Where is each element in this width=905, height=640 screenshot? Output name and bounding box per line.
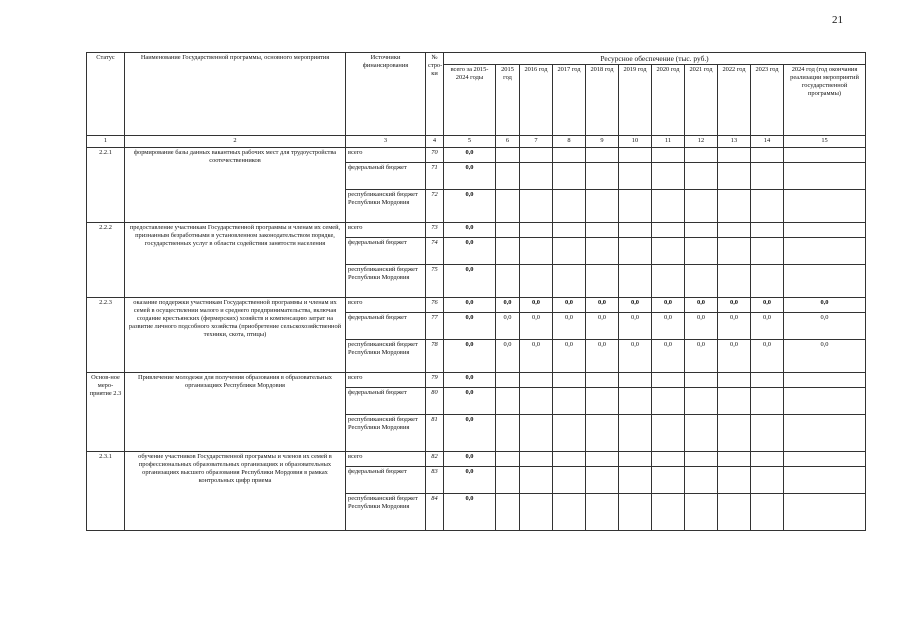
row-number: 81 [426, 415, 444, 452]
table-row [87, 452, 866, 467]
source-republic: республиканский бюджет Республики Мордовия [346, 340, 426, 373]
year-value: 0,0 [751, 313, 784, 340]
status-cell: 2.3.1 [87, 452, 125, 531]
col-number: 14 [751, 136, 784, 148]
table-row [87, 373, 866, 388]
year-value: 0,0 [619, 313, 652, 340]
row-number: 72 [426, 190, 444, 223]
col-number: 8 [553, 136, 586, 148]
total-value: 0,0 [444, 313, 496, 340]
total-value: 0,0 [444, 467, 496, 494]
row-number: 83 [426, 467, 444, 494]
source-republic: республиканский бюджет Республики Мордовия [346, 265, 426, 298]
year-value: 0,0 [784, 298, 866, 313]
col-number: 9 [586, 136, 619, 148]
total-value: 0,0 [444, 163, 496, 190]
row-number: 82 [426, 452, 444, 467]
year-value: 0,0 [718, 298, 751, 313]
header-year: 2018 год [586, 65, 619, 136]
header-year: 2022 год [718, 65, 751, 136]
header-last-year: 2024 год (год окончания реализации мероприятий государственной программы) [784, 65, 866, 136]
total-value: 0,0 [444, 415, 496, 452]
total-value: 0,0 [444, 388, 496, 415]
total-value: 0,0 [444, 190, 496, 223]
row-number: 73 [426, 223, 444, 238]
source-total: всего [346, 452, 426, 467]
year-value: 0,0 [685, 340, 718, 373]
source-republic: республиканский бюджет Республики Мордовия [346, 190, 426, 223]
total-value: 0,0 [444, 340, 496, 373]
total-value: 0,0 [444, 373, 496, 388]
total-value: 0,0 [444, 452, 496, 467]
header-year: 2020 год [652, 65, 685, 136]
col-number: 10 [619, 136, 652, 148]
year-value: 0,0 [784, 313, 866, 340]
header-source: Источники финансирования [346, 53, 426, 136]
year-value: 0,0 [751, 340, 784, 373]
source-total: всего [346, 148, 426, 163]
source-republic: республиканский бюджет Республики Мордовия [346, 494, 426, 531]
row-number: 75 [426, 265, 444, 298]
year-value: 0,0 [751, 298, 784, 313]
table-row [87, 223, 866, 238]
row-number: 74 [426, 238, 444, 265]
total-value: 0,0 [444, 148, 496, 163]
year-value: 0,0 [685, 298, 718, 313]
year-value: 0,0 [553, 298, 586, 313]
year-value: 0,0 [652, 298, 685, 313]
year-value: 0,0 [520, 298, 553, 313]
header-resources: Ресурсное обеспечение (тыс. руб.) [444, 53, 866, 65]
measure-name: оказание поддержки участникам Государственной программы и членам их семей в осуществлении малого и среднего предпринимательства, включая создание крестьянских (фермерских) хозяйств и компенсацию затрат на развитие личного подсобного хозяйства (приобретение сельскохозяйственной техники, скота, птицы) [125, 298, 346, 373]
total-value: 0,0 [444, 265, 496, 298]
measure-name: предоставление участникам Государственной программы и членам их семей, признанным безработными в установленном законодательством порядке, государственных услуг в области содействия занятости населения [125, 223, 346, 298]
col-number: 4 [426, 136, 444, 148]
col-number: 13 [718, 136, 751, 148]
status-cell: 2.2.3 [87, 298, 125, 373]
source-total: всего [346, 298, 426, 313]
col-number: 12 [685, 136, 718, 148]
col-number: 11 [652, 136, 685, 148]
col-number: 2 [125, 136, 346, 148]
row-number: 78 [426, 340, 444, 373]
header-name: Наименование Государственной программы, основного мероприятия [125, 53, 346, 136]
year-value: 0,0 [619, 298, 652, 313]
year-value: 0,0 [685, 313, 718, 340]
source-republic: республиканский бюджет Республики Мордовия [346, 415, 426, 452]
header-year: 2021 год [685, 65, 718, 136]
year-value: 0,0 [586, 340, 619, 373]
header-row-no: № стро-ки [426, 53, 444, 136]
col-number: 1 [87, 136, 125, 148]
year-value: 0,0 [652, 313, 685, 340]
year-value: 0,0 [496, 313, 520, 340]
row-number: 71 [426, 163, 444, 190]
col-number: 5 [444, 136, 496, 148]
header-year: 2017 год [553, 65, 586, 136]
year-value: 0,0 [586, 298, 619, 313]
col-number: 6 [496, 136, 520, 148]
measure-name: обучение участников Государственной программы и членов их семей в профессиональных образовательных организациях и образовательных организациях высшего образования Республики Мордовия в рамках контрольных цифр приема [125, 452, 346, 531]
status-cell: Основ-ное меро-приятие 2.3 [87, 373, 125, 452]
total-value: 0,0 [444, 238, 496, 265]
row-number: 79 [426, 373, 444, 388]
row-number: 80 [426, 388, 444, 415]
total-value: 0,0 [444, 223, 496, 238]
header-year: 2016 год [520, 65, 553, 136]
row-number: 77 [426, 313, 444, 340]
year-value: 0,0 [520, 340, 553, 373]
measure-name: формирование базы данных вакантных рабочих мест для трудоустройства соотечественников [125, 148, 346, 223]
header-year: 2019 год [619, 65, 652, 136]
row-number: 76 [426, 298, 444, 313]
row-number: 70 [426, 148, 444, 163]
source-federal: федеральный бюджет [346, 238, 426, 265]
table-row [87, 298, 866, 313]
year-value: 0,0 [619, 340, 652, 373]
source-federal: федеральный бюджет [346, 163, 426, 190]
year-value: 0,0 [520, 313, 553, 340]
year-value: 0,0 [784, 340, 866, 373]
row-number: 84 [426, 494, 444, 531]
year-value: 0,0 [553, 313, 586, 340]
header-total: всего за 2015-2024 годы [444, 65, 496, 136]
year-value: 0,0 [496, 340, 520, 373]
status-cell: 2.2.2 [87, 223, 125, 298]
header-year: 2015 год [496, 65, 520, 136]
total-value: 0,0 [444, 298, 496, 313]
source-total: всего [346, 373, 426, 388]
status-cell: 2.2.1 [87, 148, 125, 223]
year-value: 0,0 [652, 340, 685, 373]
column-numbers-row [87, 136, 866, 148]
col-number: 15 [784, 136, 866, 148]
col-number: 3 [346, 136, 426, 148]
source-total: всего [346, 223, 426, 238]
measure-name: Привлечение молодежи для получения образования в образовательных организациях Республики Мордовия [125, 373, 346, 452]
page-number: 21 [832, 14, 843, 26]
source-federal: федеральный бюджет [346, 388, 426, 415]
year-value: 0,0 [586, 313, 619, 340]
year-value: 0,0 [718, 340, 751, 373]
col-number: 7 [520, 136, 553, 148]
header-year: 2023 год [751, 65, 784, 136]
table-row [87, 148, 866, 163]
total-value: 0,0 [444, 494, 496, 531]
source-federal: федеральный бюджет [346, 313, 426, 340]
year-value: 0,0 [496, 298, 520, 313]
header-status: Статус [87, 53, 125, 136]
year-value: 0,0 [553, 340, 586, 373]
resource-table [86, 52, 866, 531]
source-federal: федеральный бюджет [346, 467, 426, 494]
year-value: 0,0 [718, 313, 751, 340]
